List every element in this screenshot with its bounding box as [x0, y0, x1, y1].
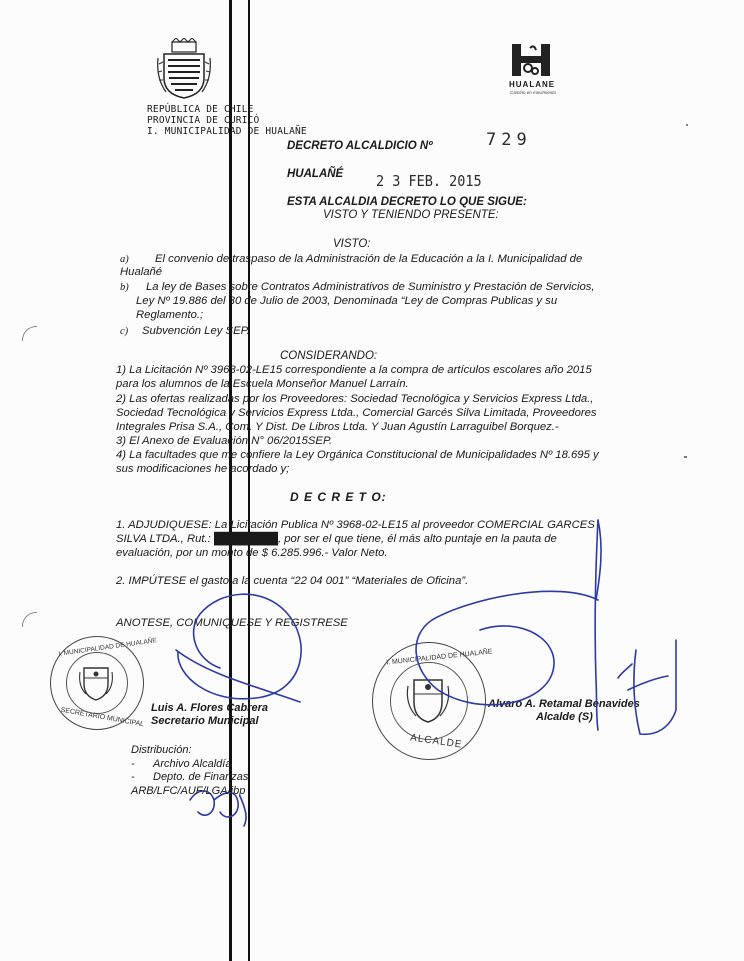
considerando-line-6: 3) El Anexo de Evaluación N° 06/2015SEP. [116, 435, 333, 447]
adjudique-line-3: evaluación, por un monto de $ 6.285.996.- Valor Neto. [116, 547, 388, 559]
visto-marker-b: b) [120, 282, 129, 293]
distribucion-bullet-1: - [131, 758, 135, 770]
speck [684, 456, 687, 458]
secretario-name: Luis A. Flores Cabrera [151, 702, 268, 714]
alcalde-title: Alcalde (S) [536, 711, 593, 723]
visto-marker-c: c) [120, 326, 129, 337]
visto-teniendo-line: VISTO Y TENIENDO PRESENTE: [323, 209, 499, 221]
distribucion-item-1: Archivo Alcaldía [153, 758, 232, 770]
speck [686, 124, 688, 126]
considerando-line-1: 1) La Licitación Nº 3968-02-LE15 correspondiente a la compra de artículos escolares año 2015 [116, 364, 592, 376]
decreta-line: ESTA ALCALDIA DECRETO LO QUE SIGUE: [287, 196, 527, 208]
letterhead-line-2: PROVINCIA DE CURICÓ [147, 115, 260, 126]
alcalde-name: Alvaro A. Retamal Benavides [488, 698, 640, 710]
adjudique-line-2: SILVA LTDA., Rut.: ████████, por ser el que tiene, él más alto puntaje en la pauta de [116, 533, 557, 545]
visto-item-a-cont: Hualañé [120, 266, 163, 278]
considerando-line-7: 4) La facultades que me confiere la Ley Orgánica Constitucional de Municipalidades Nº 18.695 y [116, 449, 599, 461]
adjudique-line-1: 1. ADJUDIQUESE: La Licitación Publica Nº 3968-02-LE15 al proveedor COMERCIAL GARCES [116, 519, 595, 531]
visto-item-b-cont-1: Ley Nº 19.886 del 30 de Julio de 2003, Denominada “Ley de Compras Publicas y su [136, 295, 558, 307]
secretario-title: Secretario Municipal [151, 715, 259, 727]
secretario-stamp-top-text: I. MUNICIPALIDAD DE HUALAÑE [57, 637, 158, 658]
distribucion-heading: Distribución: [131, 744, 192, 756]
considerando-heading: CONSIDERANDO: [280, 350, 378, 362]
alcalde-stamp-top-text: I. MUNICIPALIDAD DE HUALAÑE [385, 648, 493, 667]
logo-tagline: Camino en movimiento [510, 90, 557, 95]
considerando-line-4: Sociedad Tecnológica y Servicios Express Ltda., Comercial Garcés Silva Limitada, Proveedores [116, 407, 597, 419]
visto-marker-a: a) [120, 254, 129, 265]
alcalde-stamp-bottom-text: ALCALDE [409, 732, 464, 751]
visto-heading: VISTO: [333, 238, 371, 250]
decree-number: 729 [486, 130, 532, 150]
distribucion-bullet-2: - [131, 771, 135, 783]
logo-name: HUALANE [509, 80, 556, 89]
secretario-stamp-bottom-text: SECRETARIO MUNICIPAL [60, 706, 145, 729]
visto-item-b: La ley de Bases sobre Contratos Administrativos de Suministro y Prestación de Servicios, [146, 281, 595, 293]
considerando-line-5: Integrales Prisa S.A., Com. Y Dist. De Libros Ltda. Y Juan Agustín Larraguibel Borquez.- [116, 421, 559, 433]
considerando-line-2: para los alumnos de la Escuela Monseñor Manuel Larraín. [116, 378, 409, 390]
decree-date: 2 3 FEB. 2015 [376, 172, 482, 190]
letterhead-line-1: REPÚBLICA DE CHILE [147, 104, 254, 115]
considerando-line-3: 2) Las ofertas realizadas por los Proveedores: Sociedad Tecnológica y Servicios Express Ltda., [116, 393, 594, 405]
distribucion-initials: ARB/LFC/AUF/LGA/jbp [131, 785, 246, 797]
anotese-line: ANOTESE, COMUNIQUESE Y REGISTRESE [116, 617, 348, 629]
considerando-line-8: sus modificaciones he acordado y; [116, 463, 290, 475]
imputese-line: 2. IMPÚTESE el gasto a la cuenta “22 04 001” “Materiales de Oficina”. [116, 575, 469, 587]
decree-label: DECRETO ALCALDICIO Nº [287, 140, 433, 152]
visto-item-a: El convenio de traspaso de la Administración de la Educación a la I. Municipalidad de [155, 253, 583, 265]
visto-item-b-cont-2: Reglamento.; [136, 309, 204, 321]
distribucion-item-2: Depto. de Finanzas [153, 771, 249, 783]
place-label: HUALAÑÉ [287, 168, 344, 180]
letterhead-line-3: I. MUNICIPALIDAD DE HUALAÑE [147, 126, 307, 137]
visto-item-c: Subvención Ley SEP. [142, 325, 250, 337]
decreto-heading: D E C R E T O: [290, 490, 387, 504]
